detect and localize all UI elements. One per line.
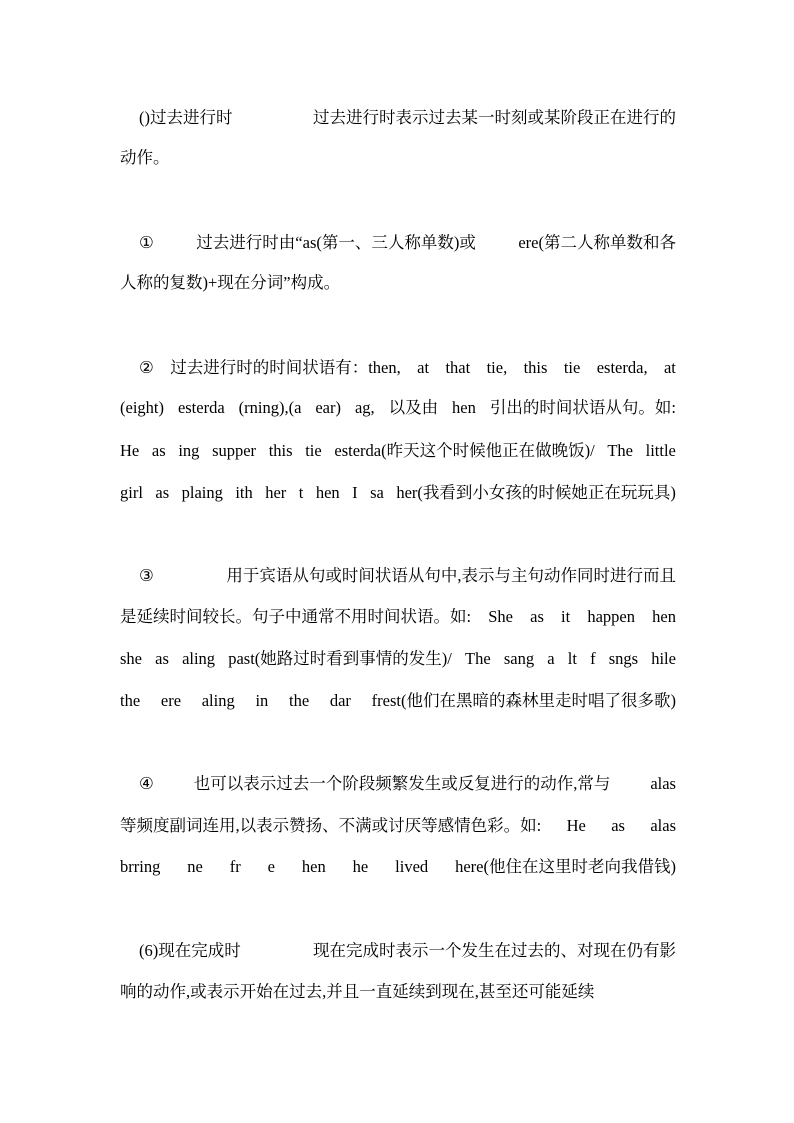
text-segment: 也可以表示过去一个阶段频繁发生或反复进行的动作,常与 xyxy=(193,774,611,793)
text-segment: hen xyxy=(315,483,340,502)
text-segment: ② xyxy=(139,358,154,377)
text-segment: 过去进行时由“as(第一、三人称单数)或 xyxy=(196,233,476,252)
text-segment: lt xyxy=(567,649,577,668)
text-segment: ere(第二人称单数和各 xyxy=(518,233,676,252)
text-segment: 响的动作,或表示开始在过去,并且一直延续到现在,甚至还可能延续 xyxy=(120,982,595,1001)
text-segment: 动作。 xyxy=(120,148,170,167)
text-segment: aling xyxy=(182,649,216,668)
text-segment: 以及由 xyxy=(388,398,439,417)
text-segment: esterda xyxy=(177,398,225,417)
text-segment: ere xyxy=(160,691,182,710)
text-segment: sa xyxy=(370,483,384,502)
text-segment: ④ xyxy=(139,774,154,793)
text-segment: at xyxy=(417,358,430,377)
text-segment: the xyxy=(288,691,310,710)
text-segment: hen xyxy=(452,398,476,417)
text-segment: ear) xyxy=(315,398,341,417)
text-segment: I xyxy=(352,483,358,502)
text-segment: esterda, xyxy=(596,358,648,377)
text-segment: ()过去进行时 xyxy=(139,108,233,127)
text-line xyxy=(120,687,676,715)
text-segment: supper xyxy=(212,441,257,460)
text-segment: ① xyxy=(139,233,154,252)
text-segment: 过去进行时的时间状语有：then, xyxy=(170,358,401,377)
text-segment: this xyxy=(523,358,548,377)
text-segment: her(我看到小女孩的时候她正在玩玩具) xyxy=(396,483,676,502)
text-segment: as xyxy=(155,649,169,668)
text-segment: plaing xyxy=(181,483,223,502)
text-segment: ith xyxy=(235,483,253,502)
text-segment: lived xyxy=(395,857,429,876)
text-segment: dar xyxy=(329,691,351,710)
text-segment: alas xyxy=(650,774,676,793)
text-line xyxy=(120,645,676,673)
text-segment: She xyxy=(488,607,513,626)
text-segment: girl xyxy=(120,483,143,502)
text-segment: happen xyxy=(587,607,635,626)
text-segment: He xyxy=(566,816,586,835)
text-segment: ag, xyxy=(354,398,375,417)
text-segment: frest(他们在黑暗的森林里走时唱了很多歌) xyxy=(371,691,676,710)
text-segment: as xyxy=(530,607,544,626)
text-segment: ③ xyxy=(139,566,154,585)
text-segment: the xyxy=(120,691,141,710)
text-segment: her xyxy=(265,483,287,502)
text-line xyxy=(139,770,676,798)
text-segment: tie xyxy=(563,358,581,377)
text-line xyxy=(120,853,676,881)
text-segment: 用于宾语从句或时间状语从句中,表示与主句动作同时进行而且 xyxy=(226,566,676,585)
text-line xyxy=(120,437,676,465)
text-segment: tie xyxy=(305,441,322,460)
text-segment: hen xyxy=(301,857,326,876)
text-line xyxy=(139,562,676,590)
text-segment: as xyxy=(611,816,625,835)
text-line xyxy=(120,269,676,297)
text-segment: The xyxy=(607,441,633,460)
text-line xyxy=(120,144,676,172)
text-segment: this xyxy=(268,441,293,460)
text-segment: she xyxy=(120,649,142,668)
text-segment: he xyxy=(352,857,369,876)
text-segment: aling xyxy=(201,691,235,710)
text-line xyxy=(120,479,676,507)
text-segment: sngs xyxy=(608,649,639,668)
text-segment: t xyxy=(298,483,304,502)
text-line xyxy=(120,978,676,1006)
text-segment: tie, xyxy=(486,358,508,377)
text-segment: 现在完成时表示一个发生在过去的、对现在仍有影 xyxy=(313,941,676,960)
text-segment: ing xyxy=(178,441,200,460)
text-segment: brring xyxy=(120,857,161,876)
text-segment: fr xyxy=(229,857,241,876)
text-segment: sang xyxy=(503,649,535,668)
text-segment: as xyxy=(155,483,170,502)
text-segment: 等频度副词连用,以表示赞扬、不满或讨厌等感情色彩。如: xyxy=(120,816,542,835)
text-segment: here(他住在这里时老向我借钱) xyxy=(455,857,676,876)
text-segment: e xyxy=(267,857,275,876)
text-segment: esterda(昨天这个时候他正在做晚饭)/ xyxy=(334,441,595,460)
text-line xyxy=(120,603,676,631)
text-segment: ne xyxy=(187,857,203,876)
text-segment: He xyxy=(120,441,140,460)
text-line xyxy=(120,812,676,840)
text-segment: 引出的时间状语从句。如: xyxy=(489,398,676,417)
text-line xyxy=(139,104,676,132)
text-segment: it xyxy=(561,607,571,626)
text-segment: hile xyxy=(651,649,676,668)
text-segment: 是延续时间较长。句子中通常不用时间状语。如: xyxy=(120,607,472,626)
text-segment: as xyxy=(151,441,166,460)
text-segment: past(她路过时看到事情的发生)/ xyxy=(228,649,452,668)
text-segment: at xyxy=(663,358,676,377)
text-line xyxy=(120,394,676,422)
text-line xyxy=(139,354,676,382)
text-segment: (eight) xyxy=(120,398,164,417)
text-line xyxy=(139,937,676,965)
text-segment: in xyxy=(255,691,269,710)
text-line xyxy=(139,229,676,257)
text-segment: (6)现在完成时 xyxy=(139,941,241,960)
text-segment: (rning),(a xyxy=(238,398,302,417)
text-segment: 人称的复数)+现在分词”构成。 xyxy=(120,273,341,292)
text-segment: f xyxy=(590,649,596,668)
text-segment: hen xyxy=(652,607,676,626)
text-segment: 过去进行时表示过去某一时刻或某阶段正在进行的 xyxy=(313,108,676,127)
text-segment: a xyxy=(547,649,555,668)
text-segment: The xyxy=(465,649,491,668)
text-segment: that xyxy=(445,358,471,377)
text-segment: little xyxy=(645,441,676,460)
text-segment: alas xyxy=(650,816,676,835)
